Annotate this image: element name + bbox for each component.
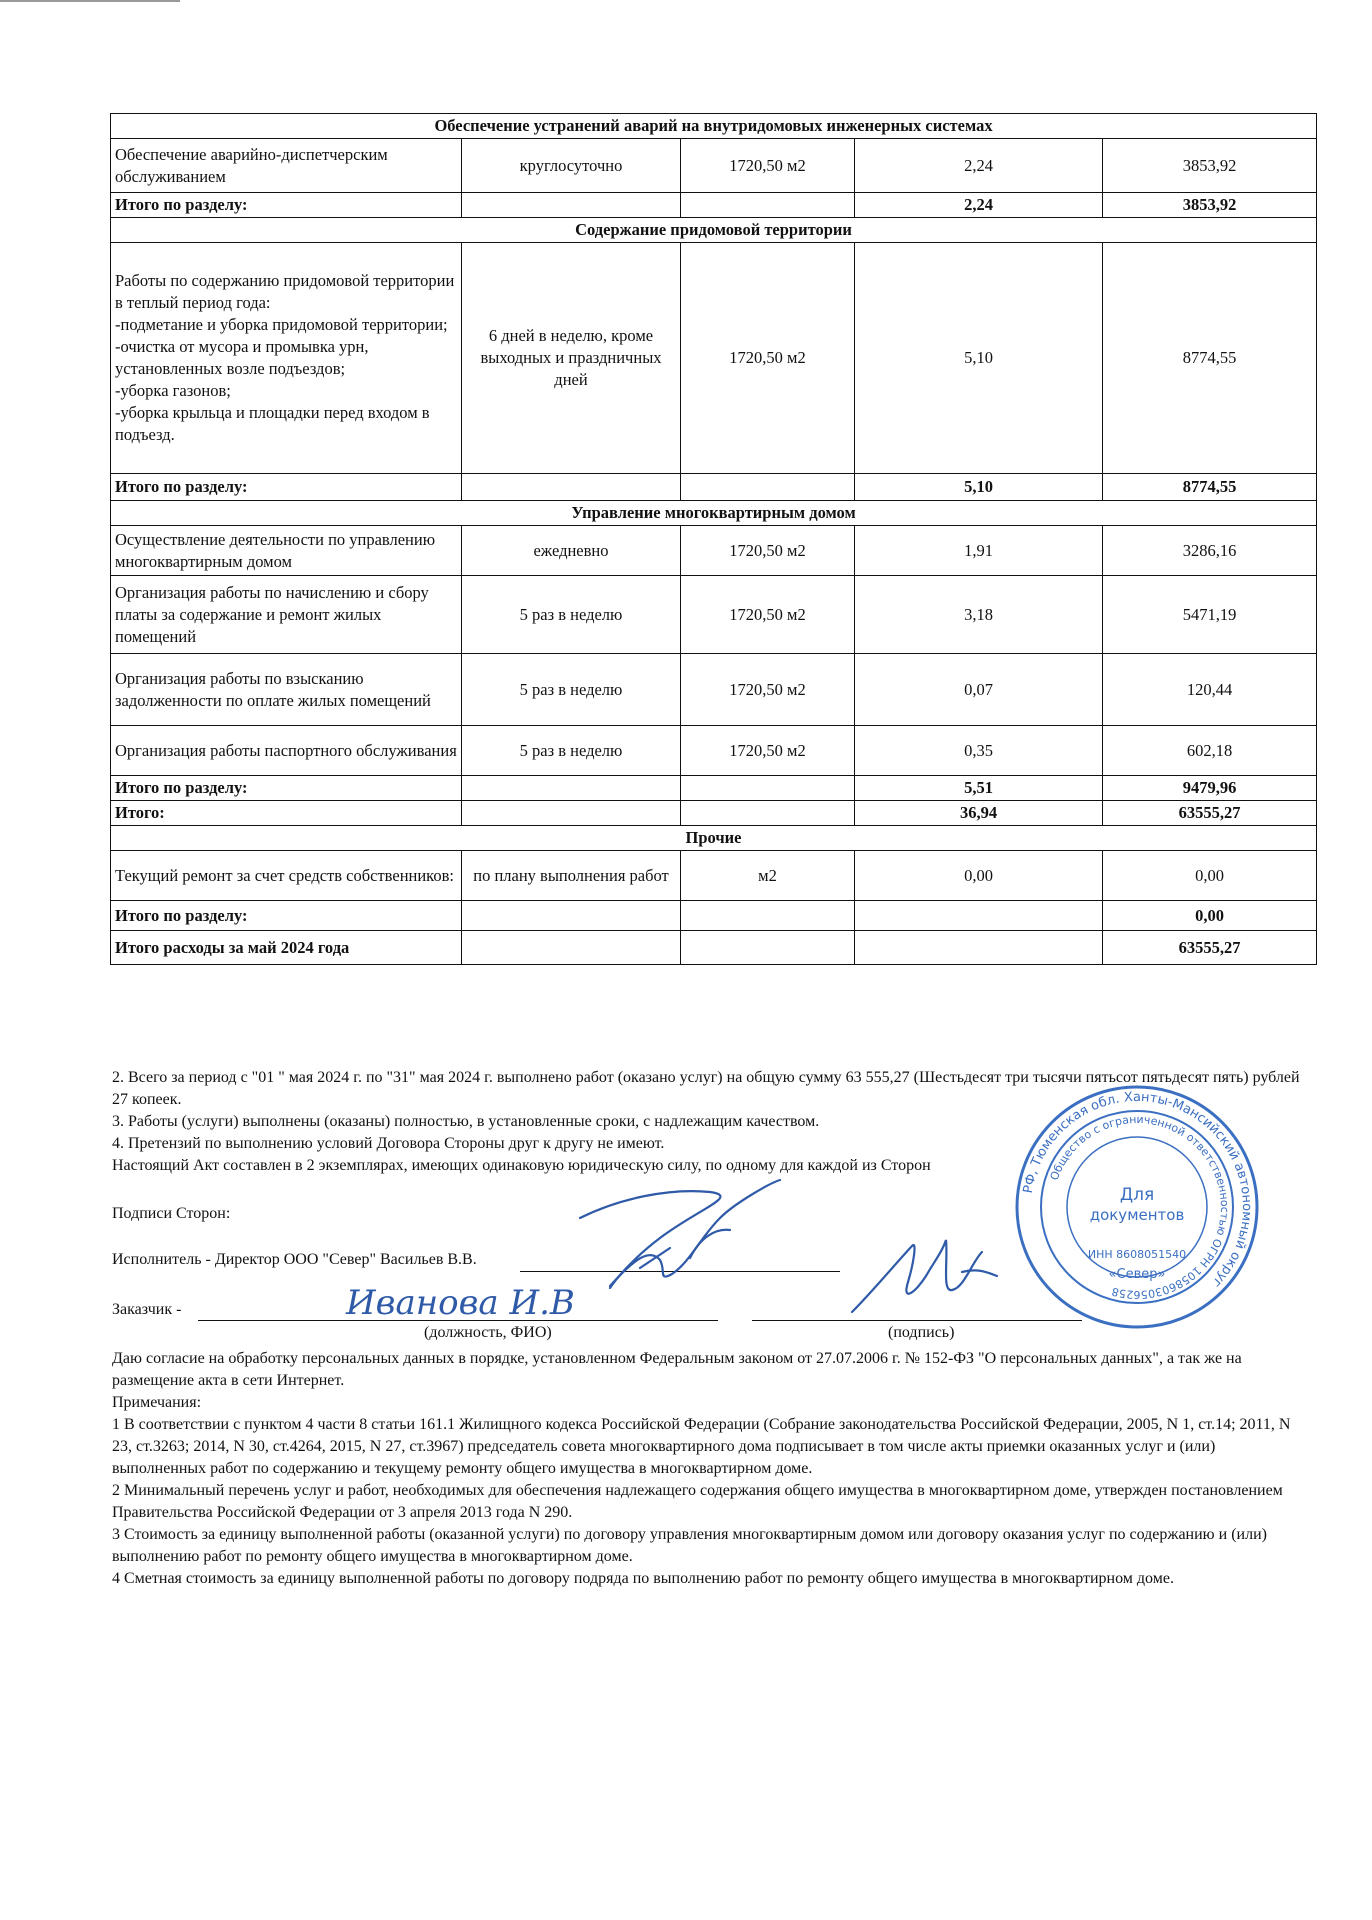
service-period: 6 дней в неделю, кроме выходных и праздничных дней (462, 243, 681, 474)
service-sum: 0,00 (1103, 851, 1317, 901)
services-table (110, 113, 1317, 965)
company-stamp (1012, 1082, 1262, 1332)
service-area: м2 (681, 851, 855, 901)
stamp-center-line-2: документов (1089, 1206, 1185, 1224)
service-period: 5 раз в неделю (462, 726, 681, 776)
service-rate: 1,91 (855, 526, 1103, 576)
table-row (111, 139, 1317, 193)
service-name: Организация работы по взысканию задолженности по оплате жилых помещений (111, 654, 462, 726)
paragraph-copies: Настоящий Акт составлен в 2 экземплярах, имеющих одинаковую юридическую силу, по одному для каждой из Сторон (112, 1157, 931, 1174)
total-sum: 3853,92 (1103, 193, 1317, 218)
notes-block (112, 1348, 1312, 1590)
total-label: Итого по разделу: (111, 776, 462, 801)
customer-name-text: Иванова И.В (346, 1283, 575, 1323)
section-total-row (111, 193, 1317, 218)
section-header (111, 114, 1317, 139)
service-period: 5 раз в неделю (462, 654, 681, 726)
service-rate: 3,18 (855, 576, 1103, 654)
service-period: круглосуточно (462, 139, 681, 193)
table-row (111, 654, 1317, 726)
stamp-name: «Север» (1108, 1267, 1166, 1282)
section-header (111, 501, 1317, 526)
paragraph-no-claims: 4. Претензий по выполнению условий Договора Стороны друг к другу не имеют. (112, 1135, 665, 1152)
signature-caption: (подпись) (888, 1324, 955, 1341)
service-area: 1720,50 м2 (681, 243, 855, 474)
service-sum: 3286,16 (1103, 526, 1317, 576)
service-rate: 0,00 (855, 851, 1103, 901)
service-sum: 602,18 (1103, 726, 1317, 776)
table-row (111, 526, 1317, 576)
paragraph-total-amount: 2. Всего за период с "01 " мая 2024 г. по "31" мая 2024 г. выполнено работ (оказано услуг) на общую сумму 63 555,27 (Шестьдесят три тысячи пятьсот пятьдесят пять) рублей 27 копеек. (112, 1069, 1300, 1108)
customer-label: Заказчик - (112, 1301, 182, 1318)
stamp-inn: ИНН 8608051540 (1087, 1248, 1187, 1261)
table-row (111, 576, 1317, 654)
final-total-label: Итого расходы за май 2024 года (111, 931, 462, 965)
signatures-title: Подписи Сторон: (112, 1205, 231, 1222)
final-total-row (111, 931, 1317, 965)
service-area: 1720,50 м2 (681, 526, 855, 576)
service-area: 1720,50 м2 (681, 654, 855, 726)
section-title: Обеспечение устранений аварий на внутридомовых инженерных системах (111, 114, 1317, 139)
grand-total-label: Итого: (111, 801, 462, 826)
note-4: 4 Сметная стоимость за единицу выполненной работы по договору подряда по выполнению работ по ремонту общего имущества в многоквартирном доме. (112, 1570, 1174, 1587)
service-sum: 5471,19 (1103, 576, 1317, 654)
table-row (111, 851, 1317, 901)
service-area: 1720,50 м2 (681, 576, 855, 654)
service-name: Осуществление деятельности по управлению многоквартирным домом (111, 526, 462, 576)
total-sum: 8774,55 (1103, 474, 1317, 501)
service-area: 1720,50 м2 (681, 726, 855, 776)
section-total-row (111, 776, 1317, 801)
section-header (111, 218, 1317, 243)
consent-text: Даю согласие на обработку персональных данных в порядке, установленном Федеральным законом от 27.07.2006 г. № 152-ФЗ "О персональных данных", а так же на размещение акта в сети Интернет. (112, 1350, 1242, 1389)
section-total-row (111, 474, 1317, 501)
service-sum: 8774,55 (1103, 243, 1317, 474)
service-name: Организация работы по начислению и сбору платы за содержание и ремонт жилых помещений (111, 576, 462, 654)
scan-edge-line (0, 0, 180, 2)
notes-title: Примечания: (112, 1394, 202, 1411)
total-sum: 0,00 (1103, 901, 1317, 931)
service-period: по плану выполнения работ (462, 851, 681, 901)
customer-handwritten-name (340, 1270, 700, 1330)
paragraph-quality: 3. Работы (услуги) выполнены (оказаны) полностью, в установленные сроки, с надлежащим качеством. (112, 1113, 820, 1130)
service-period: 5 раз в неделю (462, 576, 681, 654)
total-label: Итого по разделу: (111, 474, 462, 501)
customer-signature (842, 1232, 1002, 1322)
total-rate: 2,24 (855, 193, 1103, 218)
table-row (111, 243, 1317, 474)
total-label: Итого по разделу: (111, 193, 462, 218)
stamp-ring-text: РФ, Тюменская обл. Ханты-Мансийский автономный округ (1020, 1089, 1255, 1291)
note-2: 2 Минимальный перечень услуг и работ, необходимых для обеспечения надлежащего содержания общего имущества в многоквартирном доме, утвержден постановлением Правительства Российской Федерации от 3 апреля 2013 года N 290. (112, 1482, 1283, 1521)
service-rate: 2,24 (855, 139, 1103, 193)
final-total-sum: 63555,27 (1103, 931, 1317, 965)
service-name: Работы по содержанию придомовой территории в теплый период года: -подметание и уборка придомовой территории; -очистка от мусора и промывка урн, установленных возле подъездов; -уборка газонов; -уборка крыльца и площадки перед входом в подъезд. (111, 243, 462, 474)
section-header (111, 826, 1317, 851)
section-title: Содержание придомовой территории (111, 218, 1317, 243)
executor-label: Исполнитель - Директор ООО "Север" Васильев В.В. (112, 1251, 477, 1268)
service-sum: 120,44 (1103, 654, 1317, 726)
total-rate: 5,10 (855, 474, 1103, 501)
note-3: 3 Стоимость за единицу выполненной работы (оказанной услуги) по договору управления многоквартирным домом или договору оказания услуг по содержанию и (или) выполнению работ по ремонту общего имущества в многоквартирном доме. (112, 1526, 1267, 1565)
section-title: Управление многоквартирным домом (111, 501, 1317, 526)
section-title: Прочие (111, 826, 1317, 851)
section-total-row (111, 901, 1317, 931)
stamp-inner-text: Общество с ограниченной ответственностью ОГРН 1058603056258 (1047, 1112, 1232, 1302)
service-name: Текущий ремонт за счет средств собственников: (111, 851, 462, 901)
grand-total-row (111, 801, 1317, 826)
total-rate: 5,51 (855, 776, 1103, 801)
grand-total-rate: 36,94 (855, 801, 1103, 826)
table-row (111, 726, 1317, 776)
grand-total-sum: 63555,27 (1103, 801, 1317, 826)
service-rate: 0,35 (855, 726, 1103, 776)
total-label: Итого по разделу: (111, 901, 462, 931)
service-rate: 5,10 (855, 243, 1103, 474)
service-period: ежедневно (462, 526, 681, 576)
service-rate: 0,07 (855, 654, 1103, 726)
note-1: 1 В соответствии с пунктом 4 части 8 статьи 161.1 Жилищного кодекса Российской Федерации (Собрание законодательства Российской Федерации, 2005, N 1, ст.14; 2011, N 23, ст.3263; 2014, N 30, ст.4264, 2015, N 27, ст.3967) председатель совета многоквартирного дома подписывает в том числе акты приемки оказанных услуг и (или) выполненных работ по содержанию и текущему ремонту общего имущества в многоквартирном доме. (112, 1416, 1291, 1477)
stamp-center-line-1: Для (1119, 1185, 1155, 1205)
total-sum: 9479,96 (1103, 776, 1317, 801)
service-name: Обеспечение аварийно-диспетчерским обслуживанием (111, 139, 462, 193)
service-sum: 3853,92 (1103, 139, 1317, 193)
service-area: 1720,50 м2 (681, 139, 855, 193)
position-caption: (должность, ФИО) (424, 1324, 552, 1341)
service-name: Организация работы паспортного обслуживания (111, 726, 462, 776)
